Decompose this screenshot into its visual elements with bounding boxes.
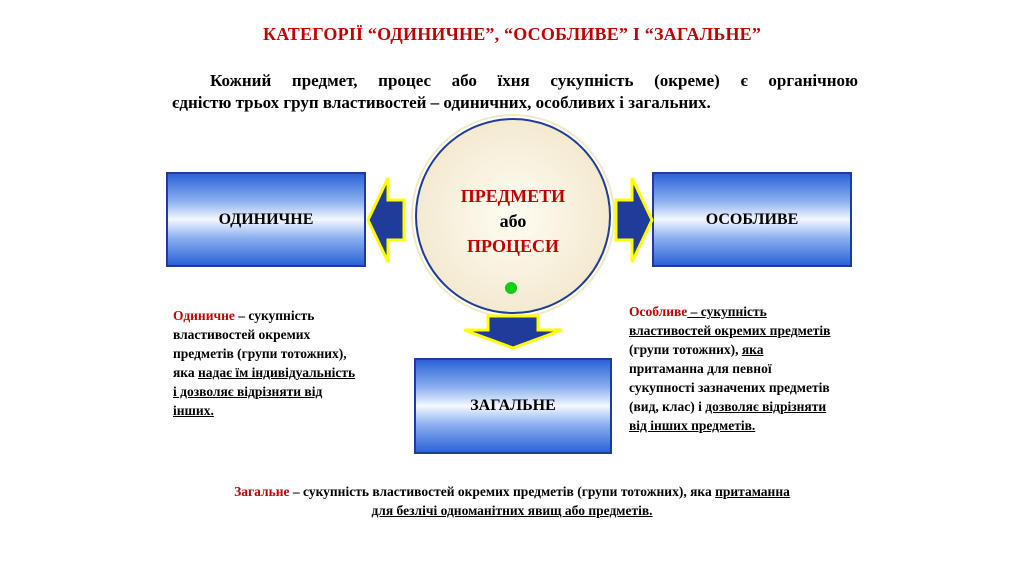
desc-right-text-3a: (групи тотожних), (629, 342, 742, 357)
desc-left-line-2: властивостей окремих (173, 327, 311, 342)
intro-line-2: єдністю трьох груп властивостей – одиничних, особливих і загальних. (172, 93, 711, 112)
desc-right-line-6 (629, 397, 889, 416)
center-circle-text (415, 184, 611, 259)
desc-bottom-line-1 (0, 482, 1024, 501)
arrow-down-icon (462, 314, 564, 350)
desc-right-line-7: від інших предметів. (629, 418, 756, 433)
desc-right-text-3b: яка (741, 342, 764, 357)
box-odynychne (166, 172, 366, 267)
term-zahalne: Загальне (234, 484, 290, 499)
center-line-1: ПРЕДМЕТИ (460, 186, 566, 206)
desc-bottom-text-1a: – сукупність властивостей окремих предметів (групи тотожних), яка (289, 484, 716, 499)
intro-paragraph (172, 70, 858, 114)
arrow-left-icon (366, 174, 406, 266)
arrow-right-icon (614, 174, 654, 266)
box-odynychne-label: ОДИНИЧНЕ (218, 210, 314, 228)
desc-right-line-2: властивостей окремих предметів (629, 323, 831, 338)
desc-left-text-4a: яка (173, 365, 199, 380)
desc-bottom-line-2: для безлічі одноманітних явищ або предметів. (371, 503, 653, 518)
desc-right-line-4: притаманна для певної (629, 361, 772, 376)
desc-right-line-3 (629, 340, 889, 359)
center-line-2: або (499, 211, 527, 231)
intro-line-1: Кожний предмет, процес або їхня сукупність (окреме) є органічною (210, 71, 858, 90)
desc-bottom-text-1b: притаманна (715, 484, 790, 499)
desc-left-line-4 (173, 363, 403, 382)
desc-left-line-3: предметів (групи тотожних), (173, 346, 347, 361)
term-osoblyve: Особливе (629, 304, 688, 319)
desc-left-line-1 (173, 306, 403, 325)
green-dot-icon (505, 282, 517, 294)
box-osoblyve (652, 172, 852, 267)
box-zahalne-label: ЗАГАЛЬНЕ (470, 397, 556, 414)
page-title: КАТЕГОРІЇ “ОДИНИЧНЕ”, “ОСОБЛИВЕ” І “ЗАГАЛЬНЕ” (262, 24, 762, 44)
desc-right-line-5: сукупності зазначених предметів (629, 380, 830, 395)
desc-right-text-6a: (вид, клас) і (629, 399, 706, 414)
desc-left-line-6: інших. (173, 403, 214, 418)
desc-zahalne (0, 482, 1024, 520)
desc-odynychne (173, 306, 403, 420)
desc-right-line-1 (629, 302, 889, 321)
desc-left-text-1: – сукупність (234, 308, 315, 323)
center-line-3: ПРОЦЕСИ (467, 236, 559, 256)
desc-right-text-1: – сукупність (687, 304, 767, 319)
box-zahalne (414, 358, 612, 454)
desc-right-text-6b: дозволяє відрізняти (705, 399, 827, 414)
desc-osoblyve (629, 302, 889, 435)
box-osoblyve-label: ОСОБЛИВЕ (705, 210, 799, 228)
desc-left-line-5: і дозволяє відрізняти від (173, 384, 323, 399)
desc-left-text-4b: надає їм індивідуальність (198, 365, 356, 380)
term-odynychne: Одиничне (173, 308, 235, 323)
